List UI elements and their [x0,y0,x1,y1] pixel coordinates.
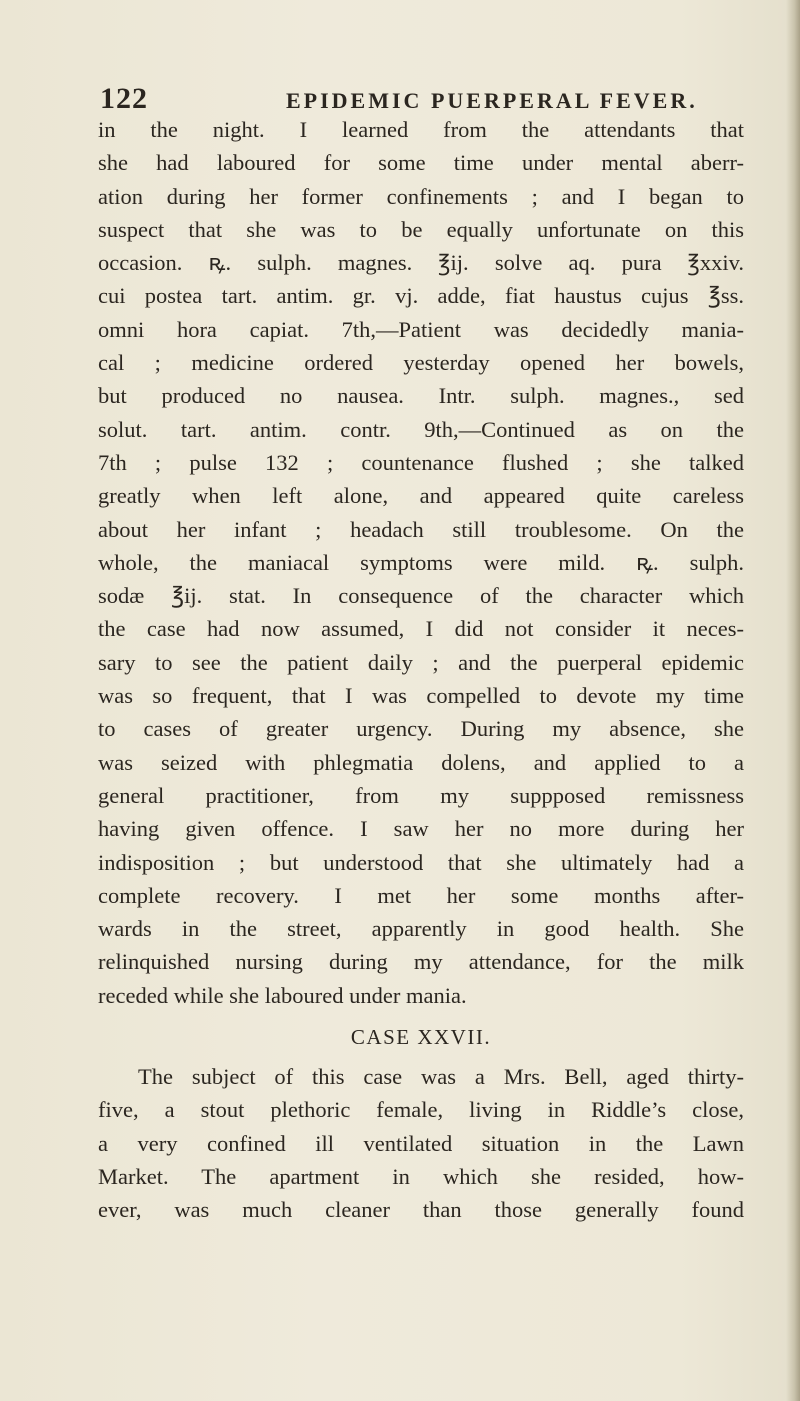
case-text [98,1060,744,1226]
text-line: was so frequent, that I was compelled to devote my time [98,683,744,709]
text-line: cal ; medicine ordered yesterday opened her bowels, [98,350,744,376]
case-heading-block [98,1020,744,1054]
text-line-first: The subject of this case was a Mrs. Bell, aged thirty- [138,1064,744,1089]
text-line: wards in the street, apparently in good health. She [98,916,744,942]
text-line: ation during her former confinements ; and I began to [98,183,744,209]
text-line: in the night. I learned from the attendants that [98,117,744,142]
text-line: was seized with phlegmatia dolens, and applied to a [98,749,744,775]
page-edge-shadow [786,0,800,1401]
text-line: cui postea tart. antim. gr. vj. adde, fiat haustus cujus ℥ss. [98,283,744,309]
case-heading: CASE XXVII. [350,1025,492,1049]
text-line: complete recovery. I met her some months after- [98,882,744,908]
text-line: relinquished nursing during my attendance, for the milk [98,949,744,975]
text-line: solut. tart. antim. contr. 9th,—Continued as on the [98,416,744,442]
text-line: having given offence. I saw her no more during her [98,816,744,842]
text-line: the case had now assumed, I did not consider it neces- [98,616,744,642]
running-head: EPIDEMIC PUERPERAL FEVER. [286,88,698,113]
text-line: sodæ ℥ij. stat. In consequence of the character which [98,583,744,609]
text-line: greatly when left alone, and appeared quite careless [98,483,744,509]
text-line: sary to see the patient daily ; and the puerperal epidemic [98,649,744,675]
text-line: occasion. ꝶ. sulph. magnes. ℥ij. solve aq. pura ℥xxiv. [98,250,744,276]
body-text [98,113,744,1012]
text-line: 7th ; pulse 132 ; countenance flushed ; she talked [98,449,744,475]
text-line: to cases of greater urgency. During my absence, she [98,716,744,742]
text-line: indisposition ; but understood that she ultimately had a [98,849,744,875]
text-line: she had laboured for some time under mental aberr- [98,150,744,176]
text-line: five, a stout plethoric female, living in Riddle’s close, [98,1097,744,1123]
text-line: general practitioner, from my suppposed remissness [98,782,744,808]
text-line: about her infant ; headach still troublesome. On the [98,516,744,542]
text-line: Market. The apartment in which she resided, how- [98,1163,744,1189]
text-line: ever, was much cleaner than those generally found [98,1197,744,1223]
text-line: a very confined ill ventilated situation in the Lawn [98,1130,744,1156]
text-line: but produced no nausea. Intr. sulph. magnes., sed [98,383,744,409]
text-line-last: receded while she laboured under mania. [98,982,467,1008]
text-line: whole, the maniacal symptoms were mild. ꝶ. sulph. [98,549,744,575]
text-line: suspect that she was to be equally unfortunate on this [98,216,744,242]
page-number: 122 [100,82,148,115]
text-line: omni hora capiat. 7th,—Patient was decidedly mania- [98,316,744,342]
